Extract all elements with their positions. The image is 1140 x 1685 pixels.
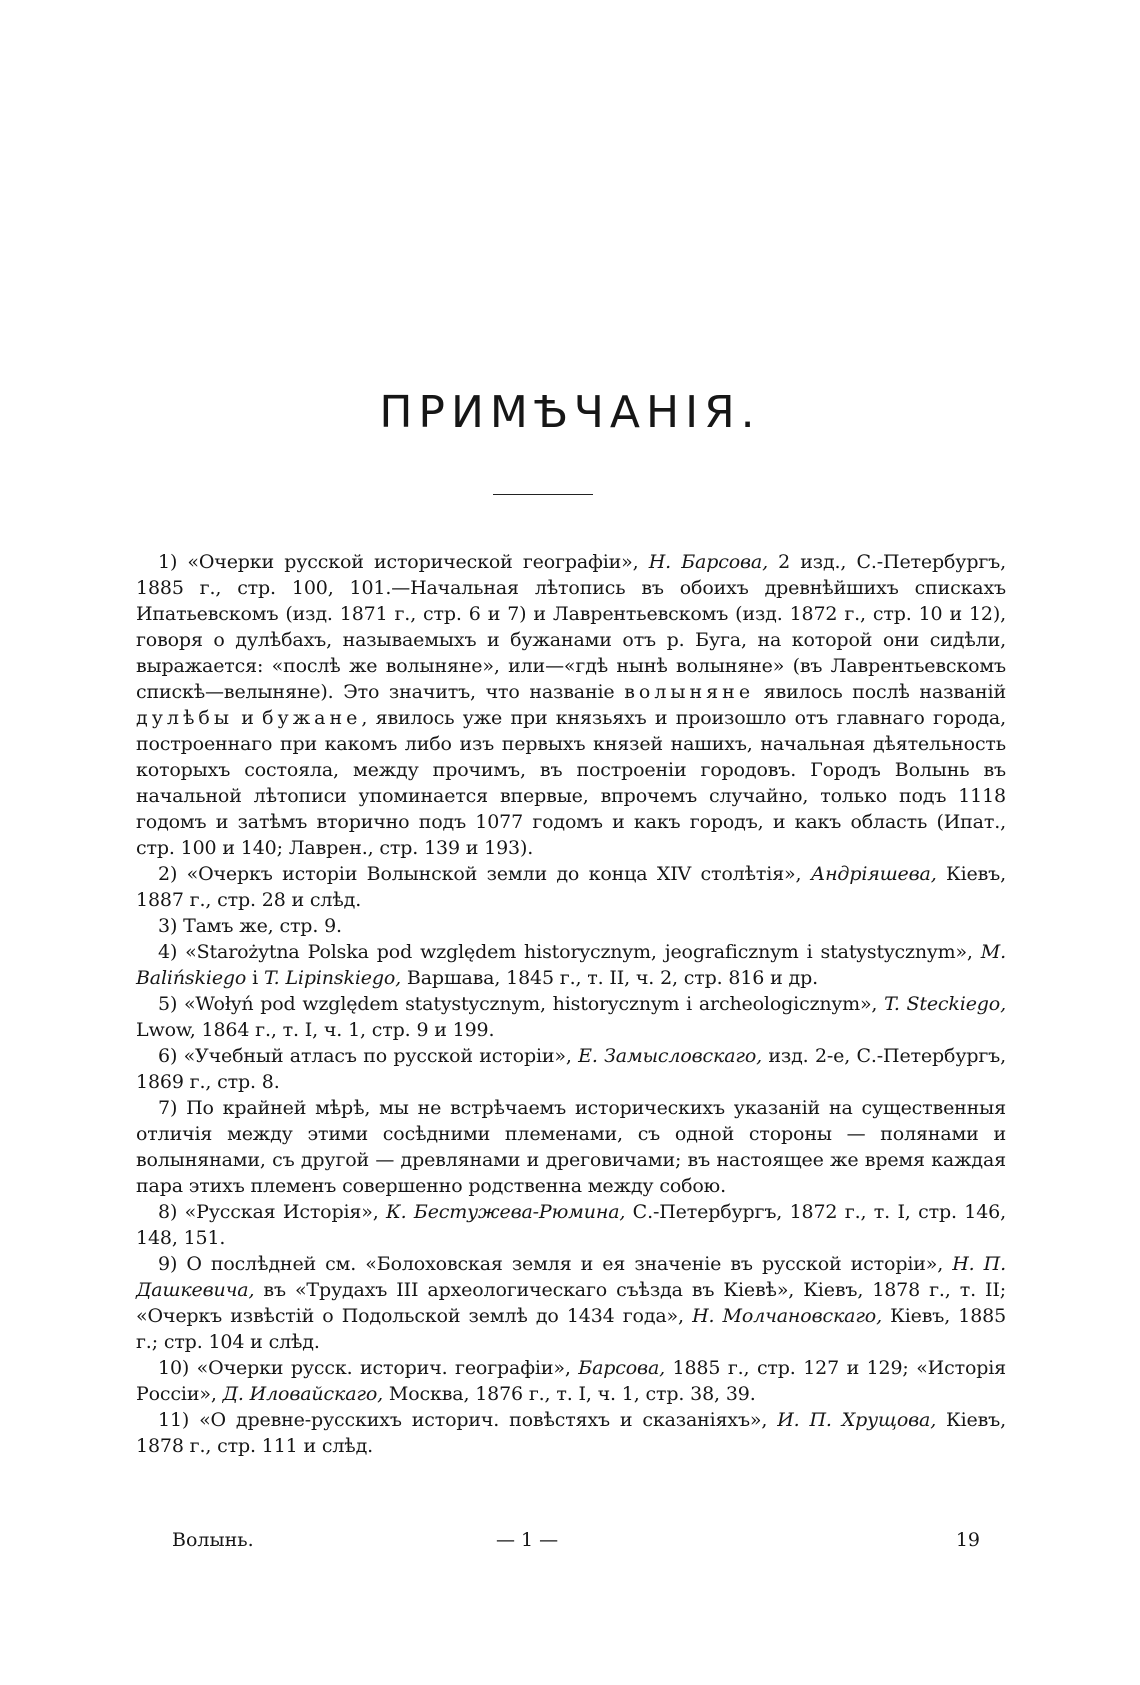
note-item [136,549,1006,861]
note-citation-author: Барсова, [578,1357,666,1379]
note-text: «Очерки русской исторической географіи», [177,551,649,573]
note-item [136,1095,1006,1199]
note-text: О послѣдней см. «Болоховская земля и ея значеніе въ русской исторіи», [177,1253,953,1275]
note-citation-author: T. Steckiego, [884,993,1006,1015]
note-citation-author: T. Lipinskiego, [263,967,402,989]
note-citation-author: Н. Молчановскаго, [692,1305,882,1327]
note-number: 7) [158,1097,178,1119]
note-item [136,1407,1006,1459]
notes-list [136,549,1006,1459]
note-text: Кіевъ, 1878 г., стр. 111 и слѣд. [136,1409,1006,1457]
note-number: 8) [158,1201,178,1223]
note-item [136,1355,1006,1407]
note-item [136,1251,1006,1355]
note-number: 1) [158,551,178,573]
note-text: явилось послѣ названій [754,681,1006,703]
note-text: «Русская Исторія», [177,1201,387,1223]
note-citation-author: Н. П. Дашкевича, [136,1253,1006,1301]
note-item [136,1043,1006,1095]
note-number: 11) [158,1409,190,1431]
note-text: Lwow, 1864 г., т. I, ч. 1, стр. 9 и 199. [136,1019,495,1041]
footer-signature: Волынь. [172,1529,254,1551]
note-number: 10) [158,1357,190,1379]
note-number: 4) [158,941,178,963]
note-emphasis: волыняне [624,681,755,703]
note-item [136,991,1006,1043]
note-text: Кіевъ, 1887 г., стр. 28 и слѣд. [136,863,1006,911]
page-title: ПРИМѢЧАНІЯ. [379,387,761,438]
note-text: По крайней мѣрѣ, мы не встрѣчаемъ историческихъ указаній на существенныя отличія между этими сосѣдними племенами, съ одной стороны — полянами и волынянами, съ другой — древлянами и дреговичами; въ настоящее же время каждая пара этихъ племенъ совершенно родственна между собою. [136,1097,1006,1197]
note-text: Тамъ же, стр. 9. [177,915,342,937]
note-text: въ «Трудахъ III археологическаго съѣзда въ Кіевѣ», Кіевъ, 1878 г., т. II; «Очеркъ извѣстій о Подольской землѣ до 1434 года», [136,1279,1006,1327]
note-citation-author: Д. Иловайскаго, [222,1383,384,1405]
note-citation-author: Е. Замысловскаго, [578,1045,763,1067]
note-citation-author: К. Бестужева-Рюмина, [386,1201,626,1223]
note-text: С.-Петербургъ, 1872 г., т. I, стр. 146, 148, 151. [136,1201,1006,1249]
note-item [136,1199,1006,1251]
note-emphasis: бужане [262,707,362,729]
note-text: «Учебный атласъ по русской исторіи», [177,1045,579,1067]
note-text: Москва, 1876 г., т. I, ч. 1, стр. 38, 39. [383,1383,756,1405]
note-text: «Wołyń pod względem statystycznym, historycznym i archeologicznym», [177,993,885,1015]
note-number: 9) [158,1253,178,1275]
note-text: , явилось уже при князьяхъ и произошло отъ главнаго города, построеннаго при какомъ либо изъ первыхъ князей нашихъ, начальная дѣятельность которыхъ состояла, между прочимъ, въ построеніи городовъ. Городъ Волынь въ начальной лѣтописи упоминается впервые, впрочемъ случайно, только подъ 1118 годомъ и затѣмъ вторично подъ 1077 годомъ и какъ городъ, и какъ область (Ипат., стр. 100 и 140; Лаврен., стр. 139 и 193). [136,707,1006,859]
note-emphasis: дулѣбы [136,707,233,729]
note-text: изд. 2-е, С.-Петербургъ, 1869 г., стр. 8. [136,1045,1006,1093]
note-text: «Очеркъ исторіи Волынской земли до конца XIV столѣтія», [177,863,811,885]
page-footer [136,1527,1006,1557]
note-number: 5) [158,993,178,1015]
note-number: 3) [158,915,178,937]
note-text: «Starożytna Polska pod względem historycznym, jeograficznym i statystycznym», [177,941,981,963]
note-item [136,861,1006,913]
note-text: Варшава, 1845 г., т. II, ч. 2, стр. 816 и др. [401,967,818,989]
note-text: Кіевъ, 1885 г.; стр. 104 и слѣд. [136,1305,1007,1353]
note-number: 2) [158,863,178,885]
note-citation-author: Н. Барсова, [648,551,768,573]
note-text: i [246,967,264,989]
note-text: и [232,707,263,729]
note-citation-author: И. П. Хрущова, [777,1409,937,1431]
note-text: «Очерки русск. историч. географіи», [189,1357,579,1379]
note-item [136,939,1006,991]
note-text: 1885 г., стр. 127 и 129; «Исторія Россіи», [136,1357,1007,1405]
footer-sheet-number: — 1 — [496,1529,559,1551]
note-citation-author: Андріяшева, [810,863,937,885]
note-item [136,913,1006,939]
note-text: 2 изд., С.-Петербургъ, 1885 г., стр. 100, 101.—Начальная лѣтопись въ обоихъ древнѣйшихъ спискахъ Ипатьевскомъ (изд. 1871 г., стр. 6 и 7) и Лаврентьевскомъ (изд. 1872 г., стр. 10 и 12), говоря о дулѣбахъ, называемыхъ и бужанами отъ р. Буга, на которой они сидѣли, выражается: «послѣ же волыняне», или—«гдѣ нынѣ волыняне» (въ Лаврентьевскомъ спискѣ—велыняне). Это значитъ, что названіе [136,551,1006,703]
title-divider [493,494,593,495]
note-text: «О древне-русскихъ историч. повѣстяхъ и сказаніяхъ», [189,1409,778,1431]
note-citation-author: M. Balińskiego [136,941,1006,989]
page-number: 19 [955,1529,980,1551]
note-number: 6) [158,1045,178,1067]
